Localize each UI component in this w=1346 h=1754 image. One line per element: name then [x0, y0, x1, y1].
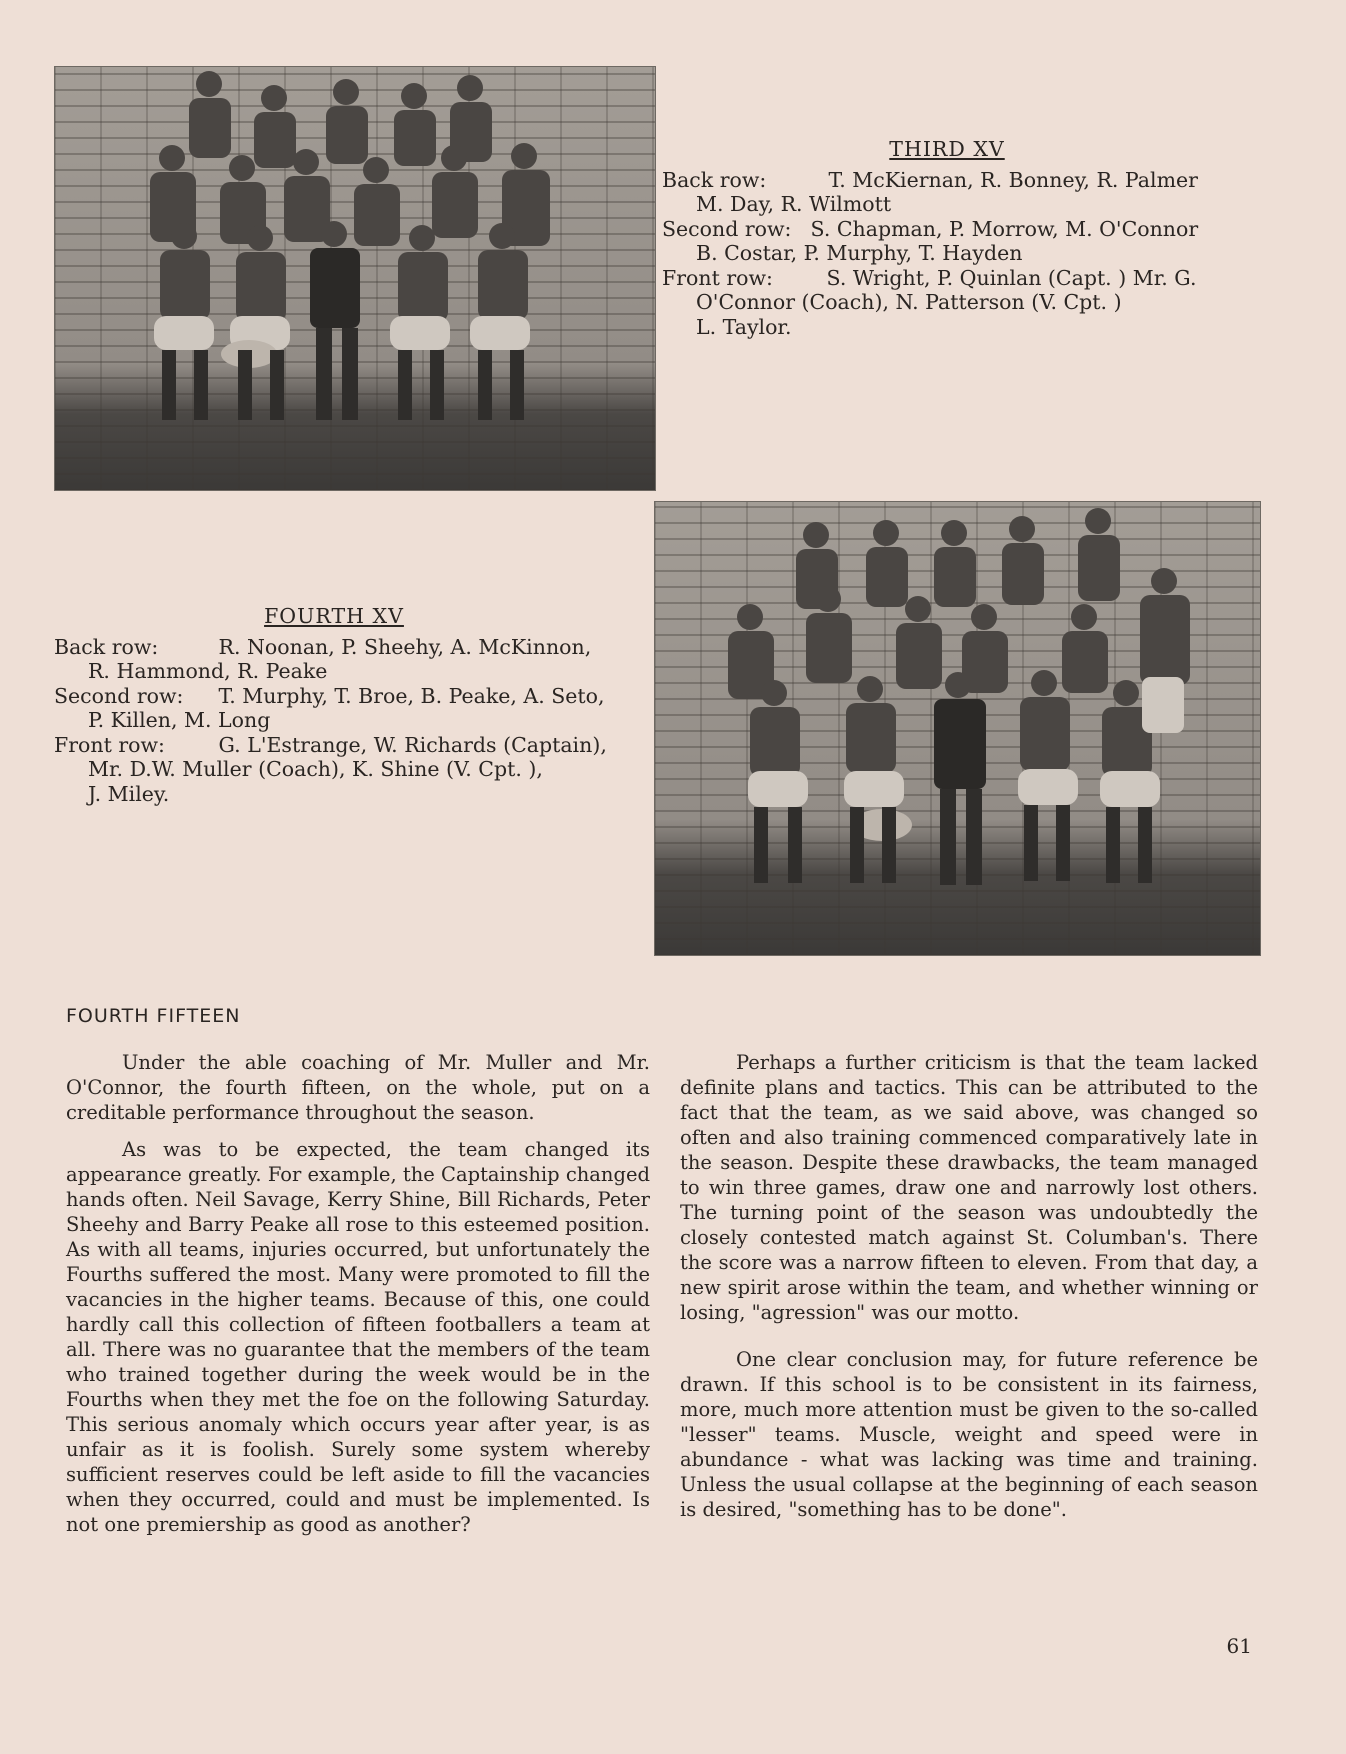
third-xv-second-row	[662, 217, 1262, 242]
front-row-names: S. Wright, P. Quinlan (Capt. ) Mr. G.	[826, 265, 1197, 290]
third-xv-back-row	[662, 168, 1262, 193]
third-xv-photo	[54, 66, 656, 491]
fourth-xv-front-row-cont2: J. Miley.	[88, 781, 170, 806]
third-xv-players-silhouette	[54, 66, 656, 491]
back-row-label: Back row:	[54, 634, 159, 659]
back-row-label: Back row:	[662, 167, 767, 192]
fourth-xv-back-row	[54, 635, 654, 660]
front-row-label: Front row:	[662, 265, 773, 290]
third-xv-title: THIRD XV	[889, 137, 1005, 161]
second-row-names: T. Murphy, T. Broe, B. Peake, A. Seto,	[218, 683, 605, 708]
second-row-names: S. Chapman, P. Morrow, M. O'Connor	[810, 216, 1199, 241]
fourth-xv-title: FOURTH XV	[264, 604, 404, 628]
front-row-label: Front row:	[54, 732, 165, 757]
front-row-names: G. L'Estrange, W. Richards (Captain),	[218, 732, 607, 757]
article-heading: FOURTH FIFTEEN	[66, 1005, 241, 1027]
fourth-xv-second-row-cont: P. Killen, M. Long	[88, 708, 271, 732]
fourth-xv-front-row-cont: Mr. D.W. Muller (Coach), K. Shine (V. Cpt. ),	[88, 757, 543, 781]
second-row-label: Second row:	[662, 216, 792, 241]
fourth-xv-caption	[54, 604, 654, 806]
third-xv-caption	[662, 137, 1262, 339]
back-row-names: T. McKiernan, R. Bonney, R. Palmer	[828, 167, 1198, 192]
fourth-xv-photo	[654, 501, 1261, 956]
article-paragraph: Under the able coaching of Mr. Muller and Mr. O'Connor, the fourth fifteen, on the whole, put on a creditable performance throughout the season.	[66, 1051, 650, 1124]
article-paragraph: One clear conclusion may, for future reference be drawn. If this school is to be consistent in its fairness, more, much more attention must be given to the so-called "lesser" teams. Muscle, weight and speed were in abundance - what was lacking was time and training. Unless the usual collapse at the beginning of each season is desired, "something has to be done".	[680, 1348, 1258, 1521]
third-xv-front-row	[662, 266, 1262, 291]
back-row-names: R. Noonan, P. Sheehy, A. McKinnon,	[218, 634, 592, 659]
article-right-column	[680, 1050, 1258, 1534]
fourth-xv-second-row	[54, 684, 654, 709]
article-left-column	[66, 1050, 650, 1549]
third-xv-back-row-cont: M. Day, R. Wilmott	[696, 192, 892, 216]
fourth-xv-players-silhouette	[654, 501, 1261, 956]
page-number: 61	[1226, 1634, 1252, 1658]
second-row-label: Second row:	[54, 683, 184, 708]
third-xv-front-row-cont2: L. Taylor.	[696, 314, 792, 339]
fourth-xv-back-row-cont: R. Hammond, R. Peake	[88, 659, 328, 683]
third-xv-front-row-cont: O'Connor (Coach), N. Patterson (V. Cpt. )	[696, 290, 1122, 314]
article-paragraph: Perhaps a further criticism is that the team lacked definite plans and tactics. This can be attributed to the fact that the team, as we said above, was changed so often and also training commenced comparatively late in the season. Despite these drawbacks, the team managed to win three games, draw one and narrowly lost others. The turning point of the season was undoubtedly the closely contested match against St. Columban's. There the score was a narrow fifteen to eleven. From that day, a new spirit arose within the team, and whether winning or losing, "agression" was our motto.	[680, 1051, 1258, 1324]
fourth-xv-front-row	[54, 733, 654, 758]
article-paragraph: As was to be expected, the team changed its appearance greatly. For example, the Captainship changed hands often. Neil Savage, Kerry Shine, Bill Richards, Peter Sheehy and Barry Peake all rose to this esteemed position. As with all teams, injuries occurred, but unfortunately the Fourths suffered the most. Many were promoted to fill the vacancies in the higher teams. Because of this, one could hardly call this collection of fifteen footballers a team at all. There was no guarantee that the members of the team who trained together during the week would be in the Fourths when they met the foe on the following Saturday. This serious anomaly which occurs year after year, is as unfair as it is foolish. Surely some system whereby sufficient reserves could be left aside to fill the vacancies when they occurred, could and must be implemented. Is not one premiership as good as another?	[66, 1138, 650, 1536]
third-xv-second-row-cont: B. Costar, P. Murphy, T. Hayden	[696, 241, 1023, 265]
